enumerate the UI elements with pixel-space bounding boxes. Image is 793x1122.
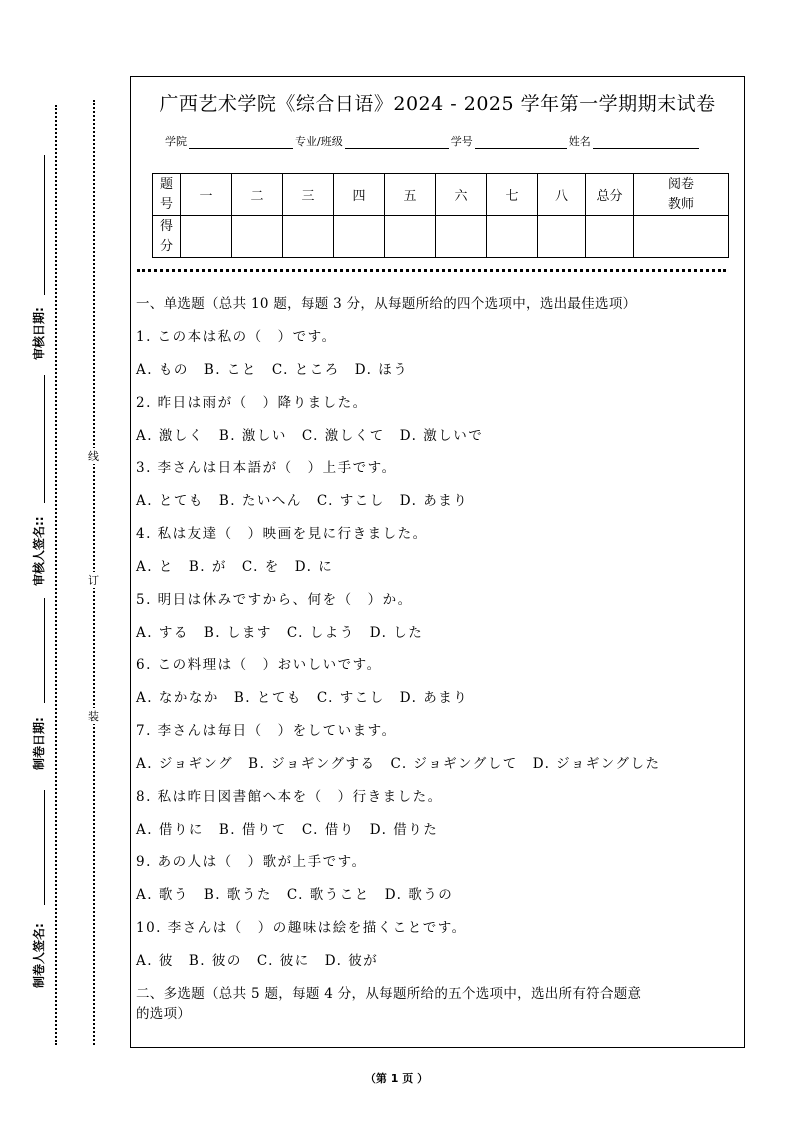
options-4: A. と B. が C. を D. に (136, 559, 334, 575)
field-label-student-id: 学号 (450, 135, 473, 148)
score-cell-5[interactable] (385, 216, 436, 258)
header-cell-question-no: 题 号 (153, 174, 181, 216)
margin-label-review-date: 审核日期: (32, 307, 46, 360)
score-cell-3[interactable] (283, 216, 334, 258)
margin-label-reviewer-signature: 审核人签名:: (32, 516, 46, 586)
options-6: A. なかなか B. とても C. すこし D. あまり (136, 690, 469, 706)
header-cell-3: 三 (283, 174, 334, 216)
section2-heading-line2: 的选项） (136, 1006, 192, 1022)
exam-frame (130, 76, 745, 1048)
page-footer: （第 1 页 ） (364, 1072, 429, 1085)
header-cell-5: 五 (385, 174, 436, 216)
options-1: A. もの B. こと C. ところ D. ほう (136, 362, 409, 378)
dotted-line-left (55, 105, 57, 1045)
section2-heading-line1: 二、多选题（总共 5 题，每题 4 分，从每题所给的五个选项中，选出所有符合题意 (136, 986, 642, 1002)
score-cell-1[interactable] (181, 216, 232, 258)
score-cell-total[interactable] (586, 216, 634, 258)
options-2: A. 激しく B. 激しい C. 激しくて D. 激しいで (136, 428, 484, 444)
score-cell-8[interactable] (538, 216, 586, 258)
student-info-row (165, 133, 701, 149)
options-10: A. 彼 B. 彼の C. 彼に D. 彼が (136, 953, 379, 969)
binding-char-line: 线 (88, 450, 99, 463)
header-cell-total: 总分 (586, 174, 634, 216)
field-label-major-class: 专业/班级 (295, 135, 343, 148)
question-2: 2. 昨日は雨が（ ）降りました。 (136, 395, 368, 411)
reviewer-signature-line (44, 375, 45, 503)
options-3: A. とても B. たいへん C. すこし D. あまり (136, 493, 469, 509)
question-5: 5. 明日は休みですから、何を（ ）か。 (136, 592, 413, 608)
review-date-line (44, 155, 45, 295)
header-cell-4: 四 (334, 174, 385, 216)
question-9: 9. あの人は（ ）歌が上手です。 (136, 854, 367, 870)
student-id-blank[interactable] (475, 136, 567, 149)
major-class-blank[interactable] (345, 136, 449, 149)
field-label-name: 姓名 (568, 135, 591, 148)
question-7: 7. 李さんは毎日（ ）をしています。 (136, 723, 397, 739)
header-cell-6: 六 (436, 174, 487, 216)
options-5: A. する B. します C. しよう D. した (136, 625, 424, 641)
options-9: A. 歌う B. 歌うた C. 歌うこと D. 歌うの (136, 887, 454, 903)
options-8: A. 借りに B. 借りて C. 借り D. 借りた (136, 822, 439, 838)
compile-date-line (44, 598, 45, 703)
question-6: 6. この料理は（ ）おいしいです。 (136, 657, 382, 673)
score-table (152, 173, 729, 258)
margin-label-compile-date: 制卷日期: (32, 717, 46, 770)
options-7: A. ジョギング B. ジョギングする C. ジョギングして D. ジョギングした (136, 756, 661, 772)
exam-title: 广西艺术学院《综合日语》2024 - 2025 学年第一学期期末试卷 (159, 93, 716, 115)
question-3: 3. 李さんは日本語が（ ）上手です。 (136, 460, 397, 476)
question-4: 4. 私は友達（ ）映画を見に行きました。 (136, 526, 428, 542)
binding-char-staple: 订 (88, 574, 99, 587)
binding-char-bind: 装 (88, 710, 99, 723)
score-cell-grader[interactable] (634, 216, 729, 258)
field-label-college: 学院 (165, 135, 187, 148)
header-cell-7: 七 (487, 174, 538, 216)
question-8: 8. 私は昨日図書館へ本を（ ）行きました。 (136, 789, 443, 805)
header-cell-2: 二 (232, 174, 283, 216)
dotted-separator (137, 269, 726, 272)
score-cell-6[interactable] (436, 216, 487, 258)
question-1: 1. この本は私の（ ）です。 (136, 329, 337, 345)
margin-label-compiler-signature: 制卷人签名: (32, 923, 46, 988)
header-cell-grader: 阅卷 教师 (634, 174, 729, 216)
question-10: 10. 李さんは（ ）の趣味は絵を描くことです。 (136, 920, 467, 936)
college-blank[interactable] (189, 136, 293, 149)
score-cell-4[interactable] (334, 216, 385, 258)
section1-heading: 一、单选题（总共 10 题，每题 3 分，从每题所给的四个选项中，选出最佳选项） (136, 296, 637, 312)
row-label-score: 得 分 (153, 216, 181, 258)
score-cell-7[interactable] (487, 216, 538, 258)
header-cell-8: 八 (538, 174, 586, 216)
score-cell-2[interactable] (232, 216, 283, 258)
header-cell-1: 一 (181, 174, 232, 216)
compiler-signature-line (44, 790, 45, 905)
name-blank[interactable] (593, 136, 699, 149)
